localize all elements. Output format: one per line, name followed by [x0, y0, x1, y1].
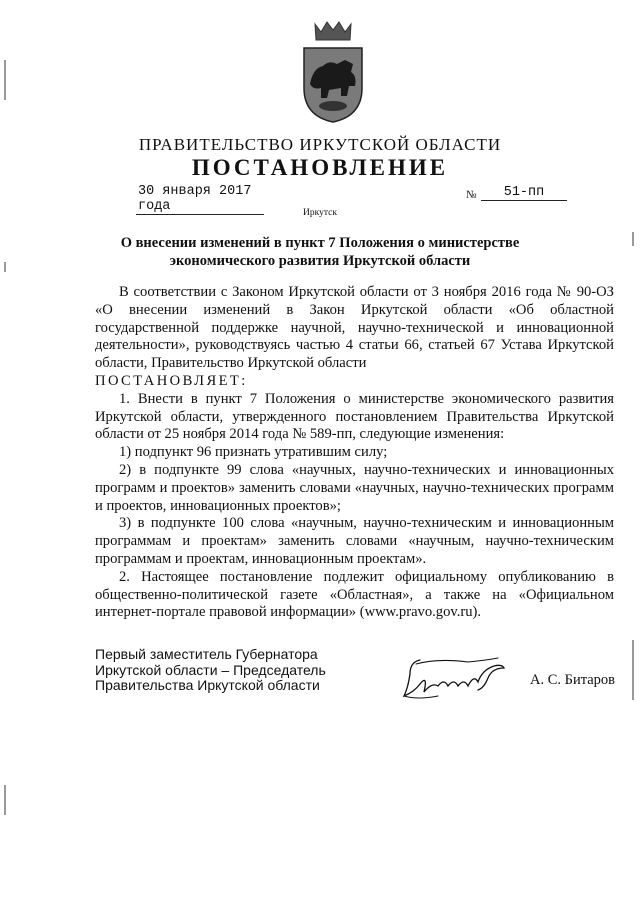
margin-mark [632, 232, 634, 246]
preamble-paragraph: В соответствии с Законом Иркутской области от 3 ноября 2016 года № 90-ОЗ «О внесении изменений в Закон Иркутской области «Об областной государственной поддержке научной, научно-технической и инновационной деятельности», руководствуясь частью 4 статьи 66, статьей 67 Устава Иркутской области, Правительство Иркутской области [95, 284, 614, 372]
title-line: О внесении изменений в пункт 7 Положения о министерстве [120, 235, 520, 251]
position-line: Первый заместитель Губернатора [95, 646, 318, 662]
margin-mark [632, 640, 634, 700]
resolve-heading: ПОСТАНОВЛЯЕТ: [95, 372, 248, 389]
signatory-name: А. С. Битаров [530, 672, 616, 688]
subitem-3: 3) в подпункте 100 слова «научным, научно-техническим и инновационным программам и проектам» заменить словами «научным, научно-техническим программам и проектам, инновационным проектам». [95, 515, 614, 567]
position-line: Правительства Иркутской области [95, 677, 320, 693]
subitem-2: 2) в подпункте 99 слова «научных, научно-технических и инновационных программ и проектов» заменить словами «научных, научно-технических программ и проектов, инновационных проектов»; [95, 461, 614, 514]
signatory-position [95, 647, 326, 694]
document-title [110, 234, 530, 270]
paragraph-item-1: 1. Внести в пункт 7 Положения о министерстве экономического развития Иркутской области, утвержденного постановлением Правительства Иркутской области от 25 ноября 2014 года № 589-пп, следующие изменения: [95, 390, 614, 443]
subitem-1: 1) подпункт 96 признать утратившим силу; [119, 444, 388, 461]
margin-mark [4, 262, 6, 272]
document-type: ПОСТАНОВЛЕНИЕ [191, 155, 449, 180]
handwritten-signature [398, 652, 508, 704]
margin-mark [4, 785, 6, 815]
document-number: 51-пп [481, 185, 567, 201]
city-name: Иркутск [303, 208, 337, 218]
document-date: 30 января 2017 года [136, 184, 264, 215]
number-label: № [466, 189, 477, 201]
coat-of-arms-emblem [301, 18, 365, 126]
margin-mark [4, 60, 6, 100]
paragraph-item-2: 2. Настоящее постановление подлежит официальному опубликованию в общественно-политической газете «Областная», а также на «Официальном интернет-портале правовой информации» (www.pravo.gov.ru). [95, 568, 614, 621]
title-line: экономического развития Иркутской области [169, 253, 471, 269]
organization-name: ПРАВИТЕЛЬСТВО ИРКУТСКОЙ ОБЛАСТИ [138, 135, 502, 154]
document-body [95, 284, 614, 622]
position-line: Иркутской области – Председатель [95, 661, 326, 678]
